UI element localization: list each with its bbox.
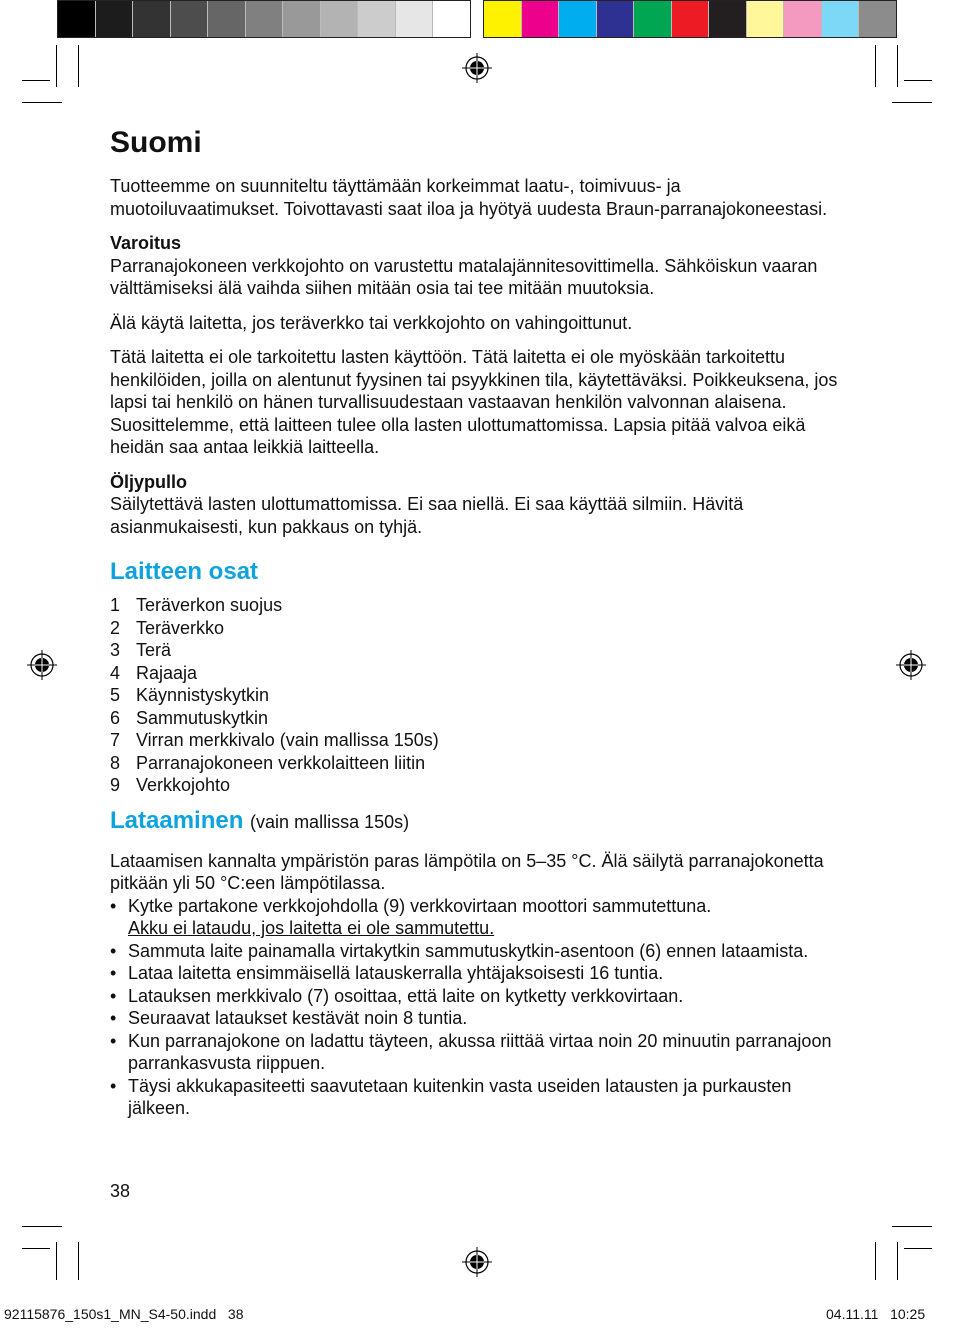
registration-mark-icon — [896, 650, 926, 680]
warning-children-paragraph: Tätä laitetta ei ole tarkoitettu lasten käyttöön. Tätä laitetta ei ole myöskään tarkoitettu henkilöiden, joilla on alentunut fyysinen tai psyykkinen tila, käytettäväksi. Poikkeuksena, jos lapsi tai henkilö on hänen turvallisuudestaan vastaavan henkilön valvonnan alaisena. Suosittelemme, että laitteen tulee olla lasten ulottumattomissa. Lapsia pitää valvoa eikä heidän saa antaa leikkiä laitteella. — [110, 347, 838, 457]
crop-mark — [875, 1242, 876, 1280]
color-swatch — [58, 1, 96, 37]
bullet: • — [110, 1075, 117, 1096]
registration-mark-icon — [462, 53, 492, 83]
list-item — [110, 639, 840, 662]
item-label: Rajaaja — [136, 662, 198, 683]
crop-mark — [897, 1242, 898, 1280]
color-swatch — [747, 1, 785, 37]
item-number: 6 — [110, 707, 121, 728]
item-number: 2 — [110, 617, 121, 638]
crop-mark — [22, 80, 50, 81]
bullet: • — [110, 895, 117, 916]
item-number: 7 — [110, 730, 121, 750]
item-label: Virran merkkivalo (vain mallissa 150s) — [136, 730, 439, 750]
crop-mark — [892, 1226, 932, 1227]
parts-heading: Laitteen osat — [110, 558, 259, 585]
registration-mark-icon — [27, 650, 57, 680]
charging-model-note: (vain mallissa 150s) — [250, 811, 410, 832]
crop-mark — [56, 1242, 57, 1280]
color-swatch — [433, 1, 470, 37]
footer-file-info: 92115876_150s1_MN_S4-50.indd 38 — [4, 1306, 244, 1322]
color-swatch — [396, 1, 434, 37]
color-swatch — [283, 1, 321, 37]
bullet-text: Lataa laitetta ensimmäisellä latauskerralla yhtäjaksoisesti 16 tuntia. — [128, 963, 664, 983]
item-number: 9 — [110, 775, 121, 795]
grayscale-color-bar — [57, 0, 471, 38]
registration-mark-icon — [462, 1247, 492, 1277]
color-swatch — [133, 1, 171, 37]
bullet-text: Kun parranajokone on ladattu täyteen, akussa riittää virtaa noin 20 minuutin parranajoon parrankasvusta riippuen. — [128, 1030, 832, 1073]
charging-heading-row — [110, 807, 840, 836]
item-label: Teräverkon suojus — [136, 595, 283, 615]
list-item — [110, 962, 840, 985]
item-label: Teräverkko — [136, 617, 225, 638]
item-label: Verkkojohto — [136, 775, 231, 795]
warning-damage-paragraph: Älä käytä laitetta, jos teräverkko tai verkkojohto on vahingoittunut. — [110, 312, 633, 333]
bullet: • — [110, 963, 117, 983]
warning-section — [110, 232, 840, 300]
list-item — [110, 707, 840, 730]
crop-mark — [875, 45, 876, 87]
parts-list — [110, 594, 840, 797]
crop-mark — [892, 102, 932, 103]
color-swatch — [559, 1, 597, 37]
bullet-text: Kytke partakone verkkojohdolla (9) verkkovirtaan moottori sammutettuna. — [128, 895, 712, 916]
list-item — [110, 1007, 840, 1030]
list-item — [110, 1075, 840, 1120]
warning-text: Parranajokoneen verkkojohto on varustettu matalajännitesovittimella. Sähköiskun vaaran välttämiseksi älä vaihda siihen mitään osia tai tee mitään muutoksia. — [110, 255, 818, 298]
color-swatch — [171, 1, 209, 37]
bullet: • — [110, 1008, 117, 1028]
list-item — [110, 684, 840, 707]
crop-mark — [904, 80, 932, 81]
warning-heading: Varoitus — [110, 233, 182, 253]
item-label: Käynnistyskytkin — [136, 685, 270, 705]
item-label: Terä — [136, 640, 172, 660]
crop-mark — [78, 45, 79, 87]
item-number: 1 — [110, 595, 121, 615]
color-swatch — [859, 1, 896, 37]
crop-mark — [22, 1248, 50, 1249]
color-swatch — [597, 1, 635, 37]
list-item — [110, 895, 840, 940]
color-swatch — [321, 1, 359, 37]
charging-heading: Lataaminen — [110, 806, 244, 834]
color-swatch — [784, 1, 822, 37]
item-number: 5 — [110, 685, 121, 705]
charging-intro: Lataamisen kannalta ympäristön paras lämpötila on 5–35 °C. Älä säilytä parranajokonetta pitkään yli 50 °C:een lämpötilassa. — [110, 850, 824, 893]
oil-section — [110, 471, 840, 539]
underlined-note: Akku ei lataudu, jos laitetta ei ole sammutettu. — [128, 918, 495, 938]
list-item — [110, 662, 840, 685]
crop-mark — [904, 1248, 932, 1249]
list-item — [110, 752, 840, 775]
bullet: • — [110, 985, 117, 1006]
color-swatch — [672, 1, 710, 37]
crop-mark — [22, 1226, 62, 1227]
bullet: • — [110, 940, 117, 961]
list-item — [110, 774, 840, 797]
crop-mark — [56, 45, 57, 87]
item-number: 8 — [110, 752, 121, 773]
item-label: Parranajokoneen verkkolaitteen liitin — [136, 752, 426, 773]
list-item — [110, 1030, 840, 1075]
crop-mark — [78, 1242, 79, 1280]
color-swatch — [522, 1, 560, 37]
list-item — [110, 985, 840, 1008]
crop-mark — [897, 45, 898, 87]
list-item — [110, 940, 840, 963]
bullet: • — [110, 1030, 117, 1051]
color-swatch — [246, 1, 284, 37]
color-swatch — [709, 1, 747, 37]
list-item — [110, 617, 840, 640]
process-color-bar — [483, 0, 897, 38]
color-swatch — [634, 1, 672, 37]
charging-bullet-list — [110, 895, 840, 1120]
bullet-text: Täysi akkukapasiteetti saavutetaan kuitenkin vasta useiden latausten ja purkausten jälkeen. — [128, 1075, 792, 1118]
item-number: 4 — [110, 662, 121, 683]
footer-timestamp: 04.11.11 10:25 — [826, 1306, 926, 1322]
oil-text: Säilytettävä lasten ulottumattomissa. Ei saa niellä. Ei saa käyttää silmiin. Hävitä asianmukaisesti, kun pakkaus on tyhjä. — [110, 494, 744, 537]
list-item — [110, 594, 840, 617]
page-number: 38 — [110, 1181, 131, 1201]
color-swatch — [358, 1, 396, 37]
oil-heading: Öljypullo — [110, 471, 188, 492]
bullet-text: Sammuta laite painamalla virtakytkin sammutuskytkin-asentoon (6) ennen lataamista. — [128, 940, 809, 961]
bullet-text: Latauksen merkkivalo (7) osoittaa, että laite on kytketty verkkovirtaan. — [128, 985, 684, 1006]
list-item — [110, 729, 840, 752]
page-content — [110, 125, 840, 1120]
page-title: Suomi — [110, 126, 202, 159]
crop-mark — [22, 102, 62, 103]
item-number: 3 — [110, 640, 121, 660]
color-swatch — [484, 1, 522, 37]
intro-paragraph: Tuotteemme on suunniteltu täyttämään korkeimmat laatu-, toimivuus- ja muotoiluvaatimukset. Toivottavasti saat iloa ja hyötyä uudesta Braun-parranajokoneestasi. — [110, 176, 828, 219]
item-label: Sammutuskytkin — [136, 707, 269, 728]
color-swatch — [96, 1, 134, 37]
bullet-text: Seuraavat lataukset kestävät noin 8 tuntia. — [128, 1008, 468, 1028]
color-swatch — [822, 1, 860, 37]
color-swatch — [208, 1, 246, 37]
